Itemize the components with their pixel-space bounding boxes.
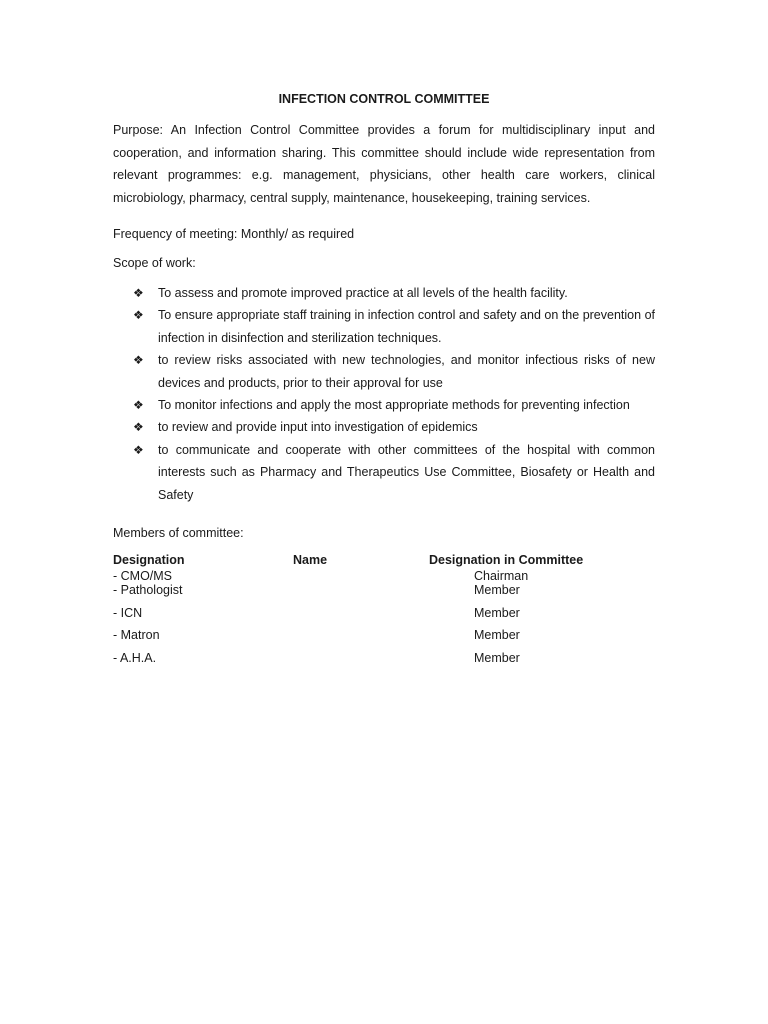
diamond-bullet-icon: ❖ [133, 353, 144, 368]
diamond-bullet-icon: ❖ [133, 286, 144, 300]
member-role: Member [474, 583, 520, 597]
member-designation: - Matron [113, 628, 160, 642]
list-item: ❖ to review and provide input into investigation of epidemics [133, 416, 655, 438]
list-item: ❖ To monitor infections and apply the most appropriate methods for preventing infection [133, 394, 655, 416]
member-role: Member [474, 628, 520, 642]
list-item: ❖ to review risks associated with new technologies, and monitor infectious risks of new devices and products, prior to their approval for use [133, 349, 655, 394]
scope-list [133, 282, 655, 506]
member-role: Chairman [474, 569, 529, 583]
header-designation-in-committee: Designation in Committee [429, 553, 584, 567]
diamond-bullet-icon: ❖ [133, 398, 144, 413]
member-designation: - A.H.A. [113, 651, 157, 665]
list-item: ❖ To assess and promote improved practice at all levels of the health facility. [133, 282, 655, 304]
diamond-bullet-icon: ❖ [133, 420, 144, 435]
diamond-bullet-icon: ❖ [133, 442, 144, 457]
member-role: Member [474, 606, 520, 620]
member-designation: - Pathologist [113, 583, 183, 597]
list-item: ❖ To ensure appropriate staff training in infection control and safety and on the prevention of infection in disinfection and sterilization techniques. [133, 304, 655, 349]
member-designation: - ICN [113, 606, 143, 620]
scope-label: Scope of work: [113, 256, 196, 270]
header-designation: Designation [113, 553, 185, 567]
diamond-bullet-icon: ❖ [133, 308, 144, 323]
members-label: Members of committee: [113, 526, 244, 540]
header-name: Name [293, 553, 328, 567]
page-title: INFECTION CONTROL COMMITTEE [278, 92, 490, 106]
list-item: ❖ to communicate and cooperate with other committees of the hospital with common interests such as Pharmacy and Therapeutics Use Committee, Biosafety or Health and Safety [133, 439, 655, 506]
member-role: Member [474, 651, 520, 665]
member-designation: - CMO/MS [113, 569, 173, 583]
purpose-paragraph: Purpose: An Infection Control Committee provides a forum for multidisciplinary input and cooperation, and information sharing. This committee should include wide representation from relevant programmes: e.g. management, physicians, other health care workers, clinical microbiology, pharmacy, central supply, maintenance, housekeeping, training services. [113, 123, 655, 205]
meeting-frequency: Frequency of meeting: Monthly/ as required [113, 227, 355, 241]
